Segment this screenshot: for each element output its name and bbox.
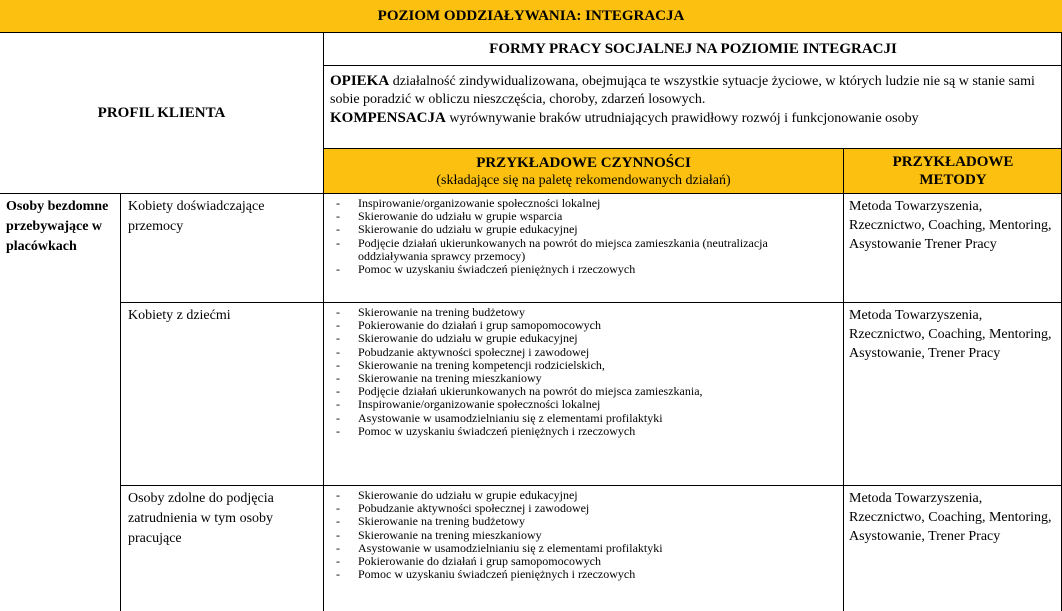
activity-item: - Pobudzanie aktywności społecznej i zawodowej — [336, 346, 839, 359]
group-name: Osoby zdolne do podjęcia zatrudnienia w tym osoby pracujące — [128, 491, 274, 546]
profile-header: PROFIL KLIENTA — [97, 104, 226, 121]
activities-cell — [324, 303, 843, 485]
grid-line — [0, 193, 1062, 194]
opieka-term: OPIEKA — [330, 73, 390, 89]
activity-item: - Skierowanie na trening kompetencji rodzicielskich, — [336, 359, 839, 372]
grid-line — [324, 148, 1062, 149]
activities-cell — [324, 194, 843, 302]
grid-line — [0, 32, 1062, 33]
activities-list — [324, 303, 843, 438]
grid-line — [120, 193, 121, 611]
activity-item: - Pokierowanie do działań i grup samopomocowych — [336, 319, 839, 332]
grid-line — [121, 302, 1062, 303]
opieka-text: działalność zindywidualizowana, obejmująca te wszystkie sytuacje życiowe, w których ludzie nie są w stanie sami sobie poradzić w obliczu nieszczęścia, choroby, zdarzeń losowych. — [330, 74, 1035, 107]
methods-cell: Metoda Towarzyszenia, Rzecznictwo, Coaching, Mentoring, Asystowanie, Trener Pracy — [849, 491, 1052, 544]
activity-item: - Skierowanie do udziału w grupie edukacyjnej — [336, 223, 839, 236]
activity-item: - Pomoc w uzyskaniu świadczeń pieniężnych i rzeczowych — [336, 425, 839, 438]
activity-item: - Skierowanie do udziału w grupie edukacyjnej — [336, 332, 839, 345]
activity-item: - Pomoc w uzyskaniu świadczeń pieniężnych i rzeczowych — [336, 568, 839, 581]
group-name: Kobiety z dziećmi — [128, 308, 231, 323]
grid-line — [324, 65, 1062, 66]
client-category: Osoby bezdomne przebywające w placówkach — [6, 199, 109, 254]
grid-line — [121, 485, 1062, 486]
grid-line — [323, 32, 324, 611]
activity-item: - Asystowanie w usamodzielnianiu się z elementami profilaktyki — [336, 412, 839, 425]
activity-item: - Skierowanie na trening budżetowy — [336, 306, 839, 319]
activity-item: - Skierowanie na trening mieszkaniowy — [336, 529, 839, 542]
activities-list — [324, 486, 843, 581]
activities-header-title: PRZYKŁADOWE CZYNNOŚCI — [476, 154, 691, 171]
activity-item: - Inspirowanie/organizowanie społeczności lokalnej — [336, 197, 839, 210]
activities-cell — [324, 486, 843, 611]
activity-item: - Skierowanie do udziału w grupie edukacyjnej — [336, 489, 839, 502]
forms-header: FORMY PRACY SOCJALNEJ NA POZIOMIE INTEGRACJI — [489, 40, 897, 57]
activity-item: - Skierowanie na trening budżetowy — [336, 515, 839, 528]
level-banner: POZIOM ODDZIAŁYWANIA: INTEGRACJA — [0, 0, 1062, 32]
activity-item: - Asystowanie w usamodzielnianiu się z elementami profilaktyki — [336, 542, 839, 555]
group-name: Kobiety doświadczające przemocy — [128, 199, 265, 234]
activities-list — [324, 194, 843, 276]
kompensacja-term: KOMPENSACJA — [330, 110, 446, 126]
activity-item: - Skierowanie do udziału w grupie wsparcia — [336, 210, 839, 223]
activities-header-subtitle: (składające się na paletę rekomendowanych działań) — [436, 172, 731, 188]
methods-header: PRZYKŁADOWE METODY — [844, 149, 1062, 193]
activity-item: - Pobudzanie aktywności społecznej i zawodowej — [336, 502, 839, 515]
activity-item: - Podjęcie działań ukierunkowanych na powrót do miejsca zamieszkania, — [336, 385, 839, 398]
activity-item: - Skierowanie na trening mieszkaniowy — [336, 372, 839, 385]
forms-description — [324, 66, 1062, 148]
activity-item: - Inspirowanie/organizowanie społeczności lokalnej — [336, 398, 839, 411]
grid-line — [843, 148, 844, 611]
activity-item: - Pokierowanie do działań i grup samopomocowych — [336, 555, 839, 568]
activities-header — [324, 149, 843, 193]
methods-cell: Metoda Towarzyszenia, Rzecznictwo, Coaching, Mentoring, Asystowanie, Trener Pracy — [849, 308, 1052, 361]
kompensacja-text: wyrównywanie braków utrudniających prawidłowy rozwój i funkcjonowanie osoby — [445, 111, 919, 126]
methods-cell: Metoda Towarzyszenia, Rzecznictwo, Coaching, Mentoring, Asystowanie Trener Pracy — [849, 199, 1052, 252]
activity-item: - Podjęcie działań ukierunkowanych na powrót do miejsca zamieszkania (neutralizacja oddziaływania sprawcy przemocy) — [336, 237, 839, 263]
activity-item: - Pomoc w uzyskaniu świadczeń pieniężnych i rzeczowych — [336, 263, 839, 276]
